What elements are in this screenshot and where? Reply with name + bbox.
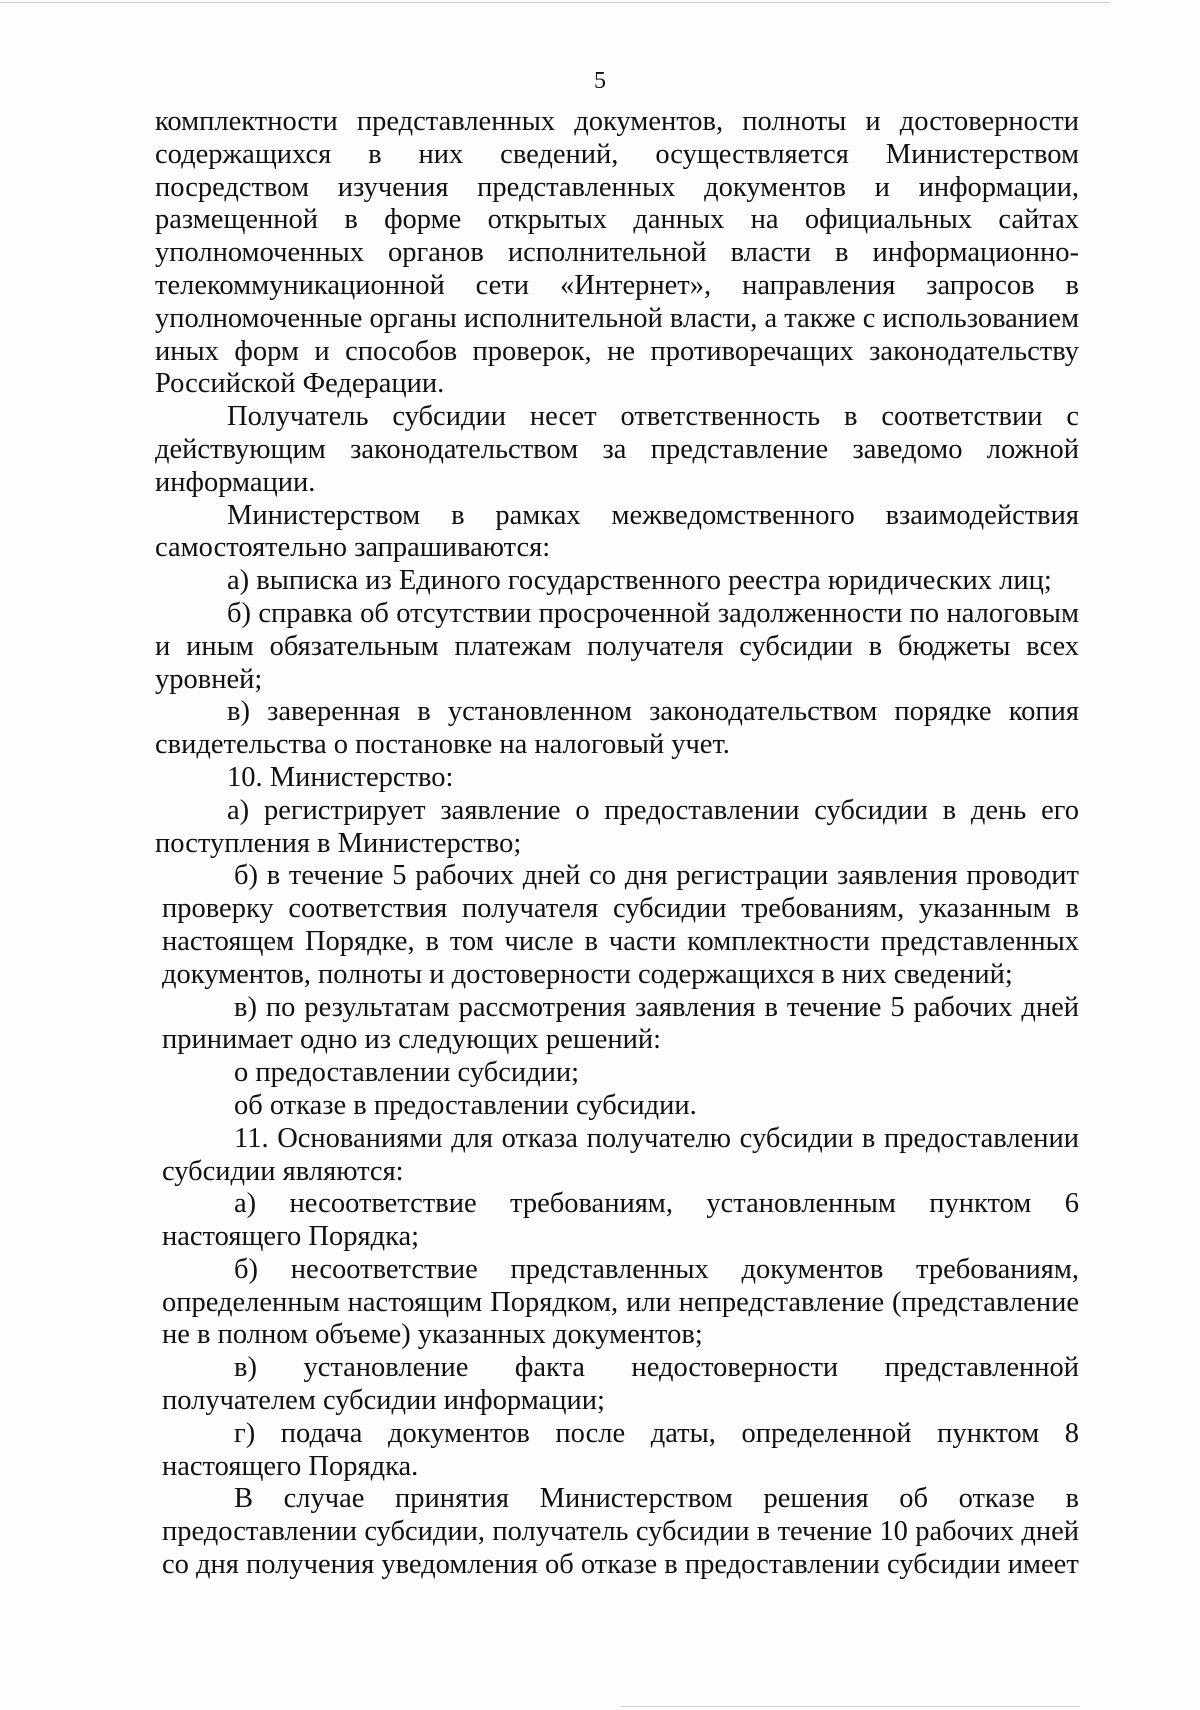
paragraph-responsibility: Получатель субсидии несет ответственность в соответствии с действующим законодательством за представление заведомо ложной информации. [155, 401, 1079, 498]
refusal-ground-a: а) несоответствие требованиям, установленным пунктом 6 настоящего Порядка; [162, 1188, 1079, 1253]
decision-option-grant: о предоставлении субсидии; [234, 1057, 580, 1089]
scan-edge-line-bottom [620, 1706, 1080, 1707]
section-10-heading: 10. Министерство: [227, 761, 454, 793]
paragraph-continuation: комплектности представленных документов, полноты и достоверности содержащихся в них сведений, осуществляется Министерством посредством изучения представленных документов и информации, размещенной в форме открытых данных на официальных сайтах уполномоченных органов исполнительной власти в информационно-телекоммуникационной сети «Интернет», направления запросов в уполномоченные органы исполнительной власти, а также с использованием иных форм и способов проверок, не противоречащих законодательству Российской Федерации. [155, 106, 1079, 400]
list-item-10a: а) регистрирует заявление о предоставлении субсидии в день его поступления в Министерство; [155, 794, 1079, 859]
list-item-a-extract: а) выписка из Единого государственного реестра юридических лиц; [227, 565, 1052, 597]
list-item-10v: в) по результатам рассмотрения заявления в течение 5 рабочих дней принимает одно из следующих решений: [162, 991, 1079, 1056]
list-item-v-certified-copy: в) заверенная в установленном законодательством порядке копия свидетельства о постановке на налоговый учет. [155, 696, 1079, 761]
paragraph-interagency-requests: Министерством в рамках межведомственного взаимодействия самостоятельно запрашиваются: [155, 499, 1079, 564]
scan-edge-line-top [0, 2, 1110, 3]
paragraph-refusal-appeal: В случае принятия Министерством решения об отказе в предоставлении субсидии, получатель субсидии в течение 10 рабочих дней со дня получения уведомления об отказе в предоставлении субсидии имеет [162, 1483, 1079, 1581]
list-item-10b: б) в течение 5 рабочих дней со дня регистрации заявления проводит проверку соответствия получателя субсидии требованиям, указанным в настоящем Порядке, в том числе в части комплектности представленных документов, полноты и достоверности содержащихся в них сведений; [162, 860, 1079, 990]
decision-option-refusal: об отказе в предоставлении субсидии. [234, 1089, 697, 1121]
refusal-ground-v: в) установление факта недостоверности представленной получателем субсидии информации; [162, 1352, 1079, 1417]
refusal-ground-g: г) подача документов после даты, определенной пунктом 8 настоящего Порядка. [162, 1417, 1079, 1482]
section-11-heading: 11. Основаниями для отказа получателю субсидии в предоставлении субсидии являются: [162, 1122, 1079, 1187]
refusal-ground-b: б) несоответствие представленных документов требованиям, определенным настоящим Порядком, или непредставление (представление не в полном объеме) указанных документов; [162, 1253, 1079, 1351]
page-number: 5 [594, 68, 606, 94]
document-body [155, 106, 1079, 1582]
list-item-b-certificate: б) справка об отсутствии просроченной задолженности по налоговым и иным обязательным платежам получателя субсидии в бюджеты всех уровней; [155, 597, 1079, 695]
